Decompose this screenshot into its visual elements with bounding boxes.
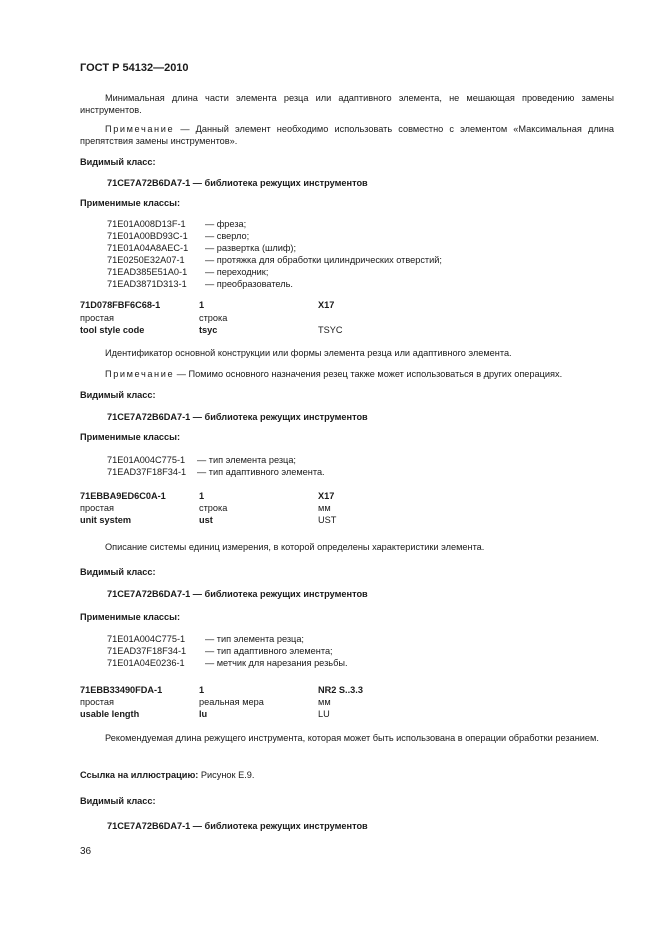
class-code: 71EAD37F18F34-1 [107,467,187,477]
applicable-classes-label: Применимые классы: [80,612,181,622]
illustration-reference [80,770,254,782]
visible-class-value: 71CE7A72B6DA7-1 — библиотека режущих инструментов [107,589,368,599]
class-description: — фреза; [205,219,247,229]
class-code: 71EAD37F18F34-1 [107,646,187,656]
entity-version: 1 [199,300,205,310]
note [80,369,614,381]
class-code: 71E01A004C775-1 [107,634,186,644]
class-description: — тип адаптивного элемента; [205,646,333,656]
class-code: 71EAD385E51A0-1 [107,267,188,277]
entity-id: 71D078FBF6C68-1 [80,300,161,310]
entity-version: 1 [199,685,205,695]
entity-format: X17 [318,491,335,501]
page-number: 36 [80,846,92,857]
entity-datatype: строка [199,313,228,323]
class-description: — тип элемента резца; [197,455,296,465]
class-description: — переходник; [205,267,269,277]
reference-label: Ссылка на иллюстрацию: [80,770,199,780]
visible-class-value: 71CE7A72B6DA7-1 — библиотека режущих инструментов [107,178,368,188]
description-text: Минимальная длина части элемента резца или адаптивного элемента, не мешающая проведению замены инструментов. [80,93,614,115]
class-code: 71E01A04A8AEC-1 [107,243,189,253]
entity-name: unit system [80,515,132,525]
note-label: Примечание [105,124,175,134]
entity-unit: мм [318,697,331,707]
entity-type: простая [80,697,114,707]
class-description: — протяжка для обработки цилиндрических отверстий; [205,255,442,265]
visible-class-label: Видимый класс: [80,796,156,806]
entity-datatype: строка [199,503,228,513]
class-description: — тип адаптивного элемента. [197,467,325,477]
class-description: — тип элемента резца; [205,634,304,644]
class-code: 71E01A04E0236-1 [107,658,185,668]
visible-class-value: 71CE7A72B6DA7-1 — библиотека режущих инструментов [107,412,368,422]
visible-class-value: 71CE7A72B6DA7-1 — библиотека режущих инструментов [107,821,368,831]
class-code: 71EAD3871D313-1 [107,279,187,289]
description-text: Описание системы единиц измерения, в которой определены характеристики элемента. [105,542,485,552]
entity-name: tool style code [80,325,145,335]
entity-id: 71EBBA9ED6C0A-1 [80,491,166,501]
description-text: Рекомендуемая длина режущего инструмента, которая может быть использована в операции обработки резанием. [105,733,599,743]
visible-class-label: Видимый класс: [80,157,156,167]
class-code: 71E01A00BD93C-1 [107,231,188,241]
entity-short-name: tsyc [199,325,218,335]
class-code: 71E0250E32A07-1 [107,255,185,265]
entity-type: простая [80,313,114,323]
standard-title: ГОСТ Р 54132—2010 [80,62,189,74]
entity-symbol: LU [318,709,330,719]
entity-version: 1 [199,491,205,501]
description-text: Идентификатор основной конструкции или формы элемента резца или адаптивного элемента. [105,348,512,358]
entity-symbol: UST [318,515,337,525]
entity-type: простая [80,503,114,513]
entity-id: 71EBB33490FDA-1 [80,685,163,695]
note [80,124,614,148]
entity-short-name: ust [199,515,213,525]
entity-format: NR2 S..3.3 [318,685,363,695]
note-text: — Помимо основного назначения резец также может использоваться в других операциях. [174,369,563,379]
note-text: — Данный элемент необходимо использовать совместно с элементом «Максимальная длина препятствия замены инструментов». [80,124,614,146]
entity-datatype: реальная мера [199,697,264,707]
entity-symbol: TSYC [318,325,343,335]
entity-name: usable length [80,709,140,719]
reference-value: Рисунок Е.9. [198,770,255,780]
class-description: — преобразователь. [205,279,293,289]
entity-short-name: lu [199,709,208,719]
entity-format: X17 [318,300,335,310]
class-code: 71E01A004C775-1 [107,455,186,465]
class-description: — развертка (шлиф); [205,243,297,253]
class-description: — метчик для нарезания резьбы. [205,658,348,668]
visible-class-label: Видимый класс: [80,567,156,577]
note-label: Примечание [105,369,175,379]
applicable-classes-label: Применимые классы: [80,198,181,208]
class-description: — сверло; [205,231,250,241]
class-code: 71E01A008D13F-1 [107,219,186,229]
applicable-classes-label: Применимые классы: [80,432,181,442]
entity-unit: мм [318,503,331,513]
visible-class-label: Видимый класс: [80,390,156,400]
